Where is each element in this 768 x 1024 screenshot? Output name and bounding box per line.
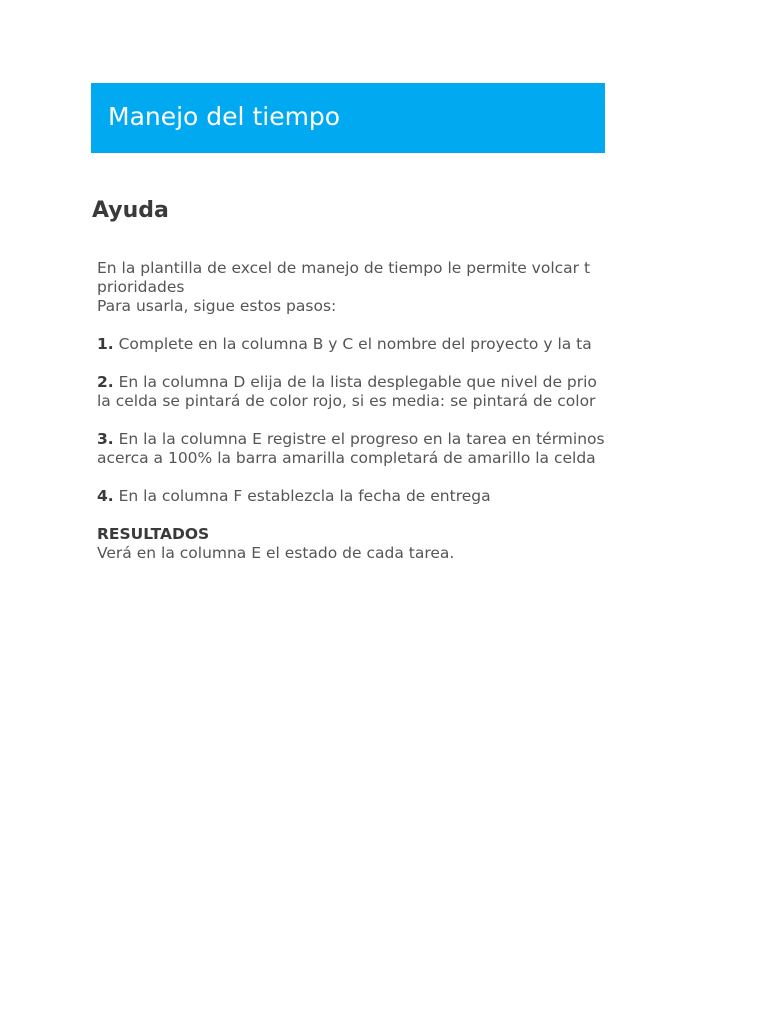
spacer — [97, 411, 605, 430]
step-number: 4. — [97, 487, 114, 505]
step-2 — [97, 373, 605, 392]
step-number: 2. — [97, 373, 114, 391]
intro-line-1: En la plantilla de excel de manejo de tiempo le permite volcar t — [97, 259, 591, 277]
step-1 — [97, 335, 605, 354]
intro-line-2: prioridades — [97, 278, 185, 296]
results-text: Verá en la columna E el estado de cada tarea. — [97, 544, 455, 562]
header-bar — [91, 83, 605, 153]
section-heading: Ayuda — [92, 198, 169, 223]
help-content — [97, 259, 605, 563]
step-number: 3. — [97, 430, 114, 448]
step-text: En la columna D elija de la lista desplegable que nivel de prio — [113, 373, 597, 391]
spacer — [97, 354, 605, 373]
step-text: En la columna F establezcla la fecha de entrega — [113, 487, 491, 505]
step-4 — [97, 487, 605, 506]
step-number: 1. — [97, 335, 114, 353]
results-heading: RESULTADOS — [97, 525, 210, 543]
step-2-continued: la celda se pintará de color rojo, si es media: se pintará de color — [97, 392, 596, 410]
step-3 — [97, 430, 605, 449]
spacer — [97, 316, 605, 335]
step-text: Complete en la columna B y C el nombre del proyecto y la ta — [113, 335, 592, 353]
spacer — [97, 468, 605, 487]
intro-line-3: Para usarla, sigue estos pasos: — [97, 297, 337, 315]
page-title: Manejo del tiempo — [108, 102, 341, 131]
spacer — [97, 506, 605, 525]
step-text: En la la columna E registre el progreso en la tarea en términos — [113, 430, 605, 448]
step-3-continued: acerca a 100% la barra amarilla completará de amarillo la celda — [97, 449, 596, 467]
